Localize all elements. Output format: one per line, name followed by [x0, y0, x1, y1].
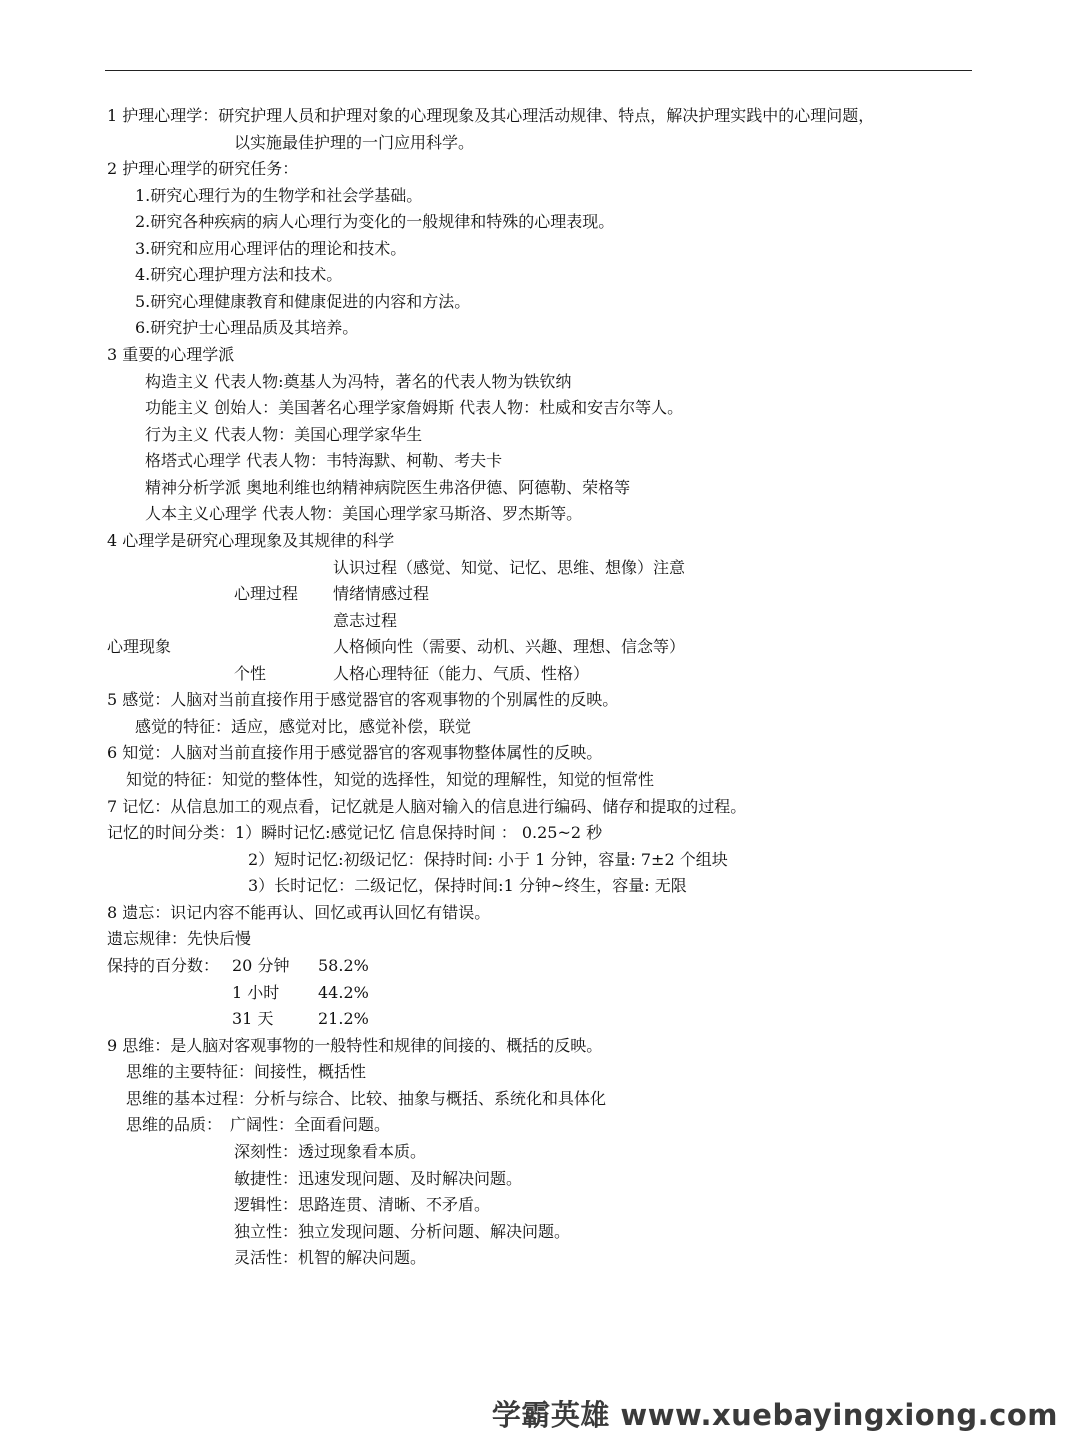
watermark: 学霸英雄 www.xuebayingxiong.com — [491, 1398, 1058, 1432]
retention-time: 1 小时 — [232, 983, 280, 1002]
retention-pct: 44.2% — [318, 983, 369, 1002]
retention-time: 31 天 — [232, 1009, 274, 1028]
s9-quality-label: 思维的品质： — [126, 1115, 223, 1134]
s9-quality: 灵活性：机智的解决问题。 — [234, 1248, 427, 1267]
s2-item: 5.研究心理健康教育和健康促进的内容和方法。 — [135, 292, 471, 311]
s4-process-label: 心理过程 — [234, 584, 299, 603]
s7-line4: 3）长时记忆：二级记忆，保持时间:1 分钟~终生，容量: 无限 — [248, 876, 687, 895]
s9-line2: 思维的主要特征：间接性，概括性 — [126, 1062, 367, 1081]
s3-item: 行为主义 代表人物：美国心理学家华生 — [145, 425, 423, 444]
s9-quality: 敏捷性：迅速发现问题、及时解决问题。 — [234, 1169, 523, 1188]
s3-item: 功能主义 创始人：美国著名心理学家詹姆斯 代表人物：杜威和安吉尔等人。 — [145, 398, 684, 417]
s3-item: 精神分析学派 奥地利维也纳精神病院医生弗洛伊德、阿德勒、荣格等 — [145, 478, 631, 497]
s2-heading: 2 护理心理学的研究任务： — [107, 159, 299, 178]
s2-item: 1.研究心理行为的生物学和社会学基础。 — [135, 186, 423, 205]
s6-line2: 知觉的特征：知觉的整体性，知觉的选择性，知觉的理解性，知觉的恒常性 — [126, 770, 655, 789]
s9-line3: 思维的基本过程：分析与综合、比较、抽象与概括、系统化和具体化 — [126, 1089, 607, 1108]
s8-line1: 8 遗忘：识记内容不能再认、回忆或再认回忆有错误。 — [107, 903, 491, 922]
s5-line2: 感觉的特征：适应，感觉对比，感觉补偿，联觉 — [135, 717, 472, 736]
s4-process-item: 认识过程（感觉、知觉、记忆、思维、想像）注意 — [333, 558, 686, 577]
s9-quality: 独立性：独立发现问题、分析问题、解决问题。 — [234, 1222, 571, 1241]
s3-item: 构造主义 代表人物:奠基人为冯特，著名的代表人物为铁钦纳 — [145, 372, 572, 391]
s7-line3: 2）短时记忆:初级记忆：保持时间: 小于 1 分钟，容量: 7±2 个组块 — [248, 850, 728, 869]
s2-item: 2.研究各种疾病的病人心理行为变化的一般规律和特殊的心理表现。 — [135, 212, 615, 231]
s3-item: 人本主义心理学 代表人物：美国心理学家马斯洛、罗杰斯等。 — [145, 504, 583, 523]
s2-item: 6.研究护士心理品质及其培养。 — [135, 318, 359, 337]
s2-item: 3.研究和应用心理评估的理论和技术。 — [135, 239, 407, 258]
s4-process-item: 意志过程 — [333, 611, 398, 630]
retention-pct: 21.2% — [318, 1009, 369, 1028]
s8-line2: 遗忘规律：先快后慢 — [107, 929, 252, 948]
s9-quality: 逻辑性：思路连贯、清晰、不矛盾。 — [234, 1195, 491, 1214]
s1-line2: 以实施最佳护理的一门应用科学。 — [234, 133, 475, 152]
s4-root: 心理现象 — [107, 637, 172, 656]
s9-line1: 9 思维：是人脑对客观事物的一般特性和规律的间接的、概括的反映。 — [107, 1036, 603, 1055]
s2-item: 4.研究心理护理方法和技术。 — [135, 265, 343, 284]
s4-personality-label: 个性 — [234, 664, 267, 683]
s5-line1: 5 感觉：人脑对当前直接作用于感觉器官的客观事物的个别属性的反映。 — [107, 690, 619, 709]
s3-heading: 3 重要的心理学派 — [107, 345, 235, 364]
retention-time: 20 分钟 — [232, 956, 290, 975]
s4-process-item: 情绪情感过程 — [333, 584, 430, 603]
retention-pct: 58.2% — [318, 956, 369, 975]
s6-line1: 6 知觉：人脑对当前直接作用于感觉器官的客观事物整体属性的反映。 — [107, 743, 603, 762]
s9-quality: 深刻性：透过现象看本质。 — [234, 1142, 427, 1161]
s4-personality-item: 人格倾向性（需要、动机、兴趣、理想、信念等） — [333, 637, 686, 656]
s8-retention-label: 保持的百分数： — [107, 956, 220, 975]
s1-line1: 1 护理心理学：研究护理人员和护理对象的心理现象及其心理活动规律、特点，解决护理实践中的心理问题， — [107, 106, 875, 125]
s9-quality: 广阔性：全面看问题。 — [230, 1115, 391, 1134]
s4-personality-item: 人格心理特征（能力、气质、性格） — [333, 664, 590, 683]
s3-item: 格塔式心理学 代表人物：韦特海默、柯勒、考夫卡 — [145, 451, 503, 470]
s4-heading: 4 心理学是研究心理现象及其规律的科学 — [107, 531, 395, 550]
s7-line2: 记忆的时间分类：1）瞬时记忆:感觉记忆 信息保持时间 ： 0.25~2 秒 — [107, 823, 603, 842]
s7-line1: 7 记忆：从信息加工的观点看，记忆就是人脑对输入的信息进行编码、储存和提取的过程。 — [107, 797, 747, 816]
